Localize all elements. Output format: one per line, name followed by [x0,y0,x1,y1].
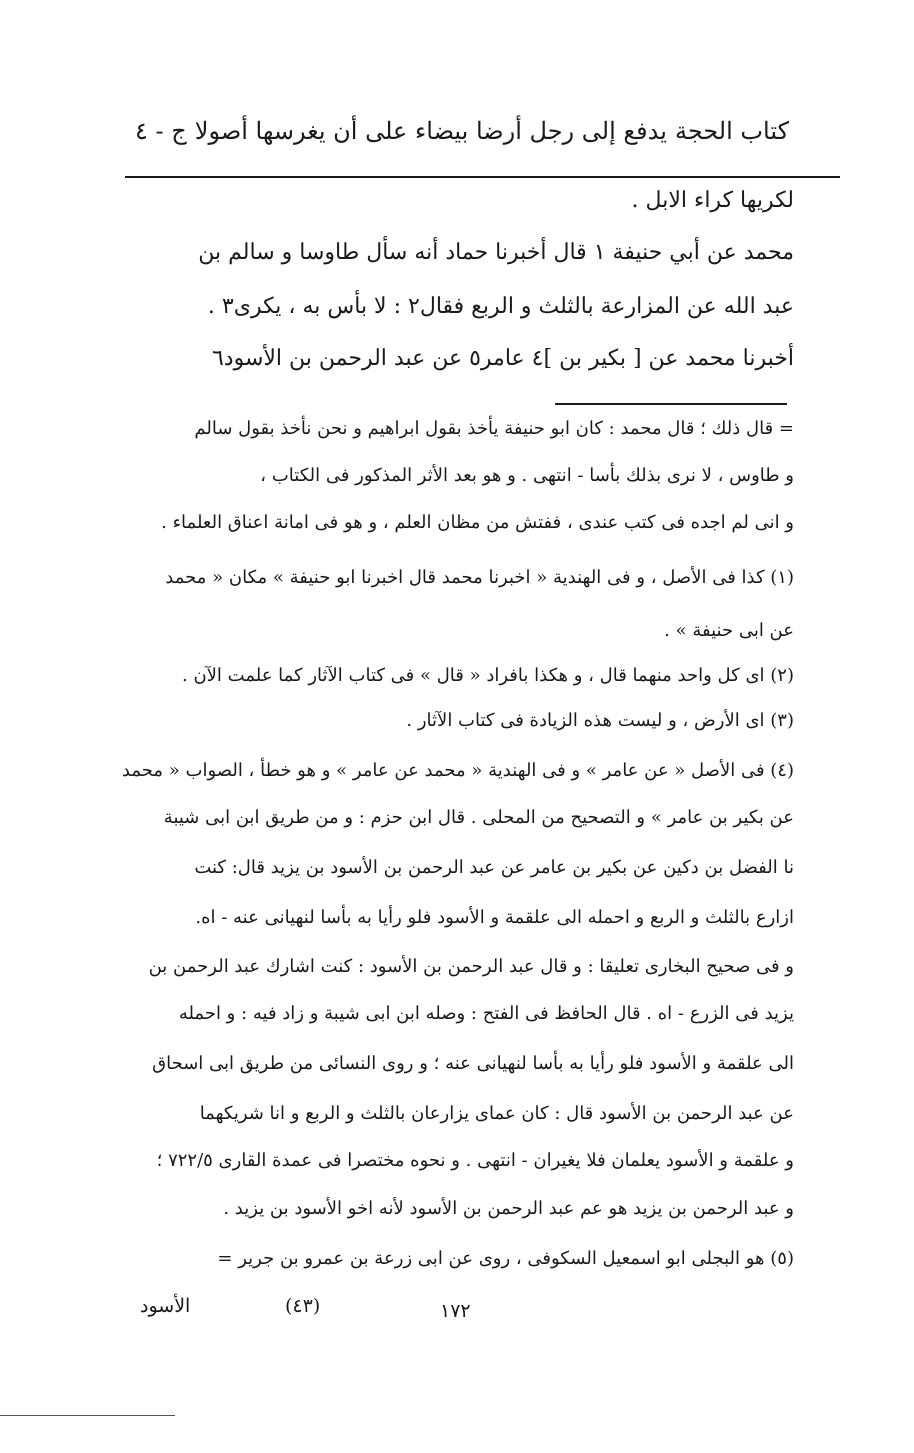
footnote-line: (٢) اى كل واحد منهما قال ، و هكذا بافراد « قال » فى كتاب الآثار كما علمت الآن . [182,665,794,686]
footnote-line: و انى لم اجده فى كتب عندى ، ففتش من مظان العلم ، و هو فى امانة اعناق العلماء . [161,512,794,533]
footnote-line: الى علقمة و الأسود فلو رأيا به بأسا لنهيانى عنه ؛ و روى النسائى من طريق ابى اسحاق [152,1053,794,1074]
page-number: ١٧٢ [440,1300,471,1322]
footnote-line: ازارع بالثلث و الربع و احمله الى علقمة و الأسود فلو رأيا به بأسا لنهيانى عنه - اه. [195,907,794,928]
footnote-line: عن عبد الرحمن بن الأسود قال : كان عماى يزارعان بالثلث و الربع و انا شريكهما [199,1103,794,1124]
footnote-rule [555,403,787,405]
footnote-line: (٣) اى الأرض ، و ليست هذه الزيادة فى كتاب الآثار . [406,710,794,731]
main-line: عبد الله عن المزارعة بالثلث و الربع فقال٢ : لا بأس به ، يكرى٣ . [207,294,794,319]
header-volume: ج - ٤ [135,117,187,145]
footnote-line: (٤) فى الأصل « عن عامر » و فى الهندية « محمد عن عامر » و هو خطأ ، الصواب « محمد [121,760,794,781]
footnote-line: (٥) هو البجلى ابو اسمعيل السكوفى ، روى عن ابى زرعة بن عمرو بن جرير = [217,1248,794,1269]
main-line: لكريها كراء الابل . [631,188,794,213]
footnote-line: و فى صحيح البخارى تعليقا : و قال عبد الرحمن بن الأسود : كنت اشارك عبد الرحمن بن [148,956,794,977]
header-rule [125,176,840,178]
catchword: الأسود [140,1295,191,1317]
footnote-line: = قال ذلك ؛ قال محمد : كان ابو حنيفة يأخذ بقول ابراهيم و نحن نأخذ بقول سالم [194,418,794,439]
footnote-line: عن ابى حنيفة » . [664,620,794,641]
running-header [135,117,789,146]
footnote-line: يزيد فى الزرع - اه . قال الحافظ فى الفتح : وصله ابن ابى شيبة و زاد فيه : و احمله [178,1003,794,1024]
footnote-line: نا الفضل بن دكين عن بكير بن عامر عن عبد الرحمن بن الأسود بن يزيد قال: كنت [194,857,794,878]
footnote-line: و طاوس ، لا نرى بذلك بأسا - انتهى . و هو بعد الأثر المذكور فى الكتاب ، [260,465,794,486]
footnote-line: (١) كذا فى الأصل ، و فى الهندية « اخبرنا محمد قال اخبرنا ابو حنيفة » مكان « محمد [165,567,794,588]
footnote-line: عن بكير بن عامر » و التصحيح من المحلى . قال ابن حزم : و من طريق ابن ابى شيبة [163,807,794,828]
main-line: أخبرنا محمد عن [ بكير بن ]٤ عامر٥ عن عبد الرحمن بن الأسود٦ [211,346,794,371]
footnote-line: و علقمة و الأسود يعلمان فلا يغيران - انتهى . و نحوه مختصرا فى عمدة القارى ٧٢٢/٥ ؛ [156,1150,794,1171]
header-chapter-title: يدفع إلى رجل أرضا بيضاء على أن يغرسها أصولا [194,117,667,145]
footnote-line: و عبد الرحمن بن يزيد هو عم عبد الرحمن بن الأسود لأنه اخو الأسود بن يزيد . [223,1198,794,1219]
sheet-number: (٤٣) [285,1295,321,1317]
main-line: محمد عن أبي حنيفة ١ قال أخبرنا حماد أنه سأل طاوسا و سالم بن [198,240,794,265]
scan-edge-line [0,1415,175,1416]
header-book-title: كتاب الحجة [674,117,789,145]
